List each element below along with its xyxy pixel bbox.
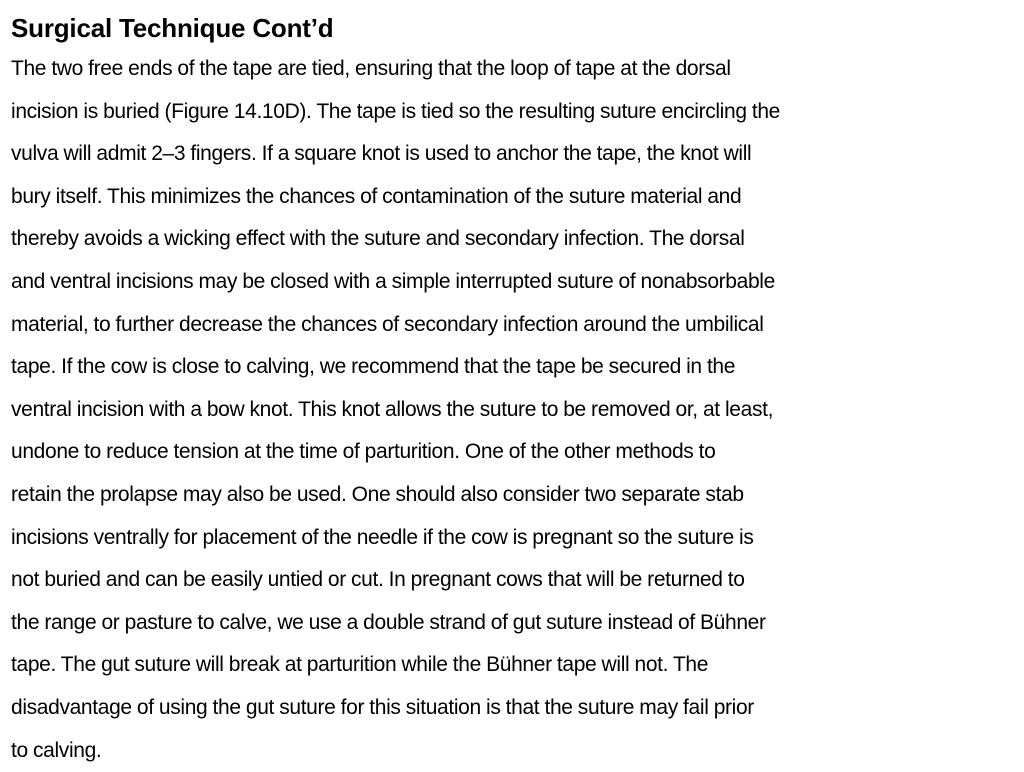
body-line: The two free ends of the tape are tied, ensuring that the loop of tape at the dorsal xyxy=(11,48,1012,91)
body-line: to calving. xyxy=(11,730,1012,772)
body-line: ventral incision with a bow knot. This knot allows the suture to be removed or, at least, xyxy=(11,389,1012,432)
body-line: bury itself. This minimizes the chances of contamination of the suture material and xyxy=(11,176,1012,219)
body-line: tape. The gut suture will break at parturition while the Bühner tape will not. The xyxy=(11,644,1012,687)
body-line: and ventral incisions may be closed with a simple interrupted suture of nonabsorbable xyxy=(11,261,1012,304)
body-line: incisions ventrally for placement of the needle if the cow is pregnant so the suture is xyxy=(11,517,1012,560)
body-line: thereby avoids a wicking effect with the suture and secondary infection. The dorsal xyxy=(11,218,1012,261)
body-line: not buried and can be easily untied or cut. In pregnant cows that will be returned to xyxy=(11,559,1012,602)
body-line: undone to reduce tension at the time of parturition. One of the other methods to xyxy=(11,431,1012,474)
slide-title: Surgical Technique Cont’d xyxy=(11,8,1012,48)
body-line: incision is buried (Figure 14.10D). The tape is tied so the resulting suture encircling the xyxy=(11,91,1012,134)
body-line: vulva will admit 2–3 fingers. If a square knot is used to anchor the tape, the knot will xyxy=(11,133,1012,176)
body-line: tape. If the cow is close to calving, we recommend that the tape be secured in the xyxy=(11,346,1012,389)
body-line: the range or pasture to calve, we use a double strand of gut suture instead of Bühner xyxy=(11,602,1012,645)
body-line: retain the prolapse may also be used. One should also consider two separate stab xyxy=(11,474,1012,517)
body-line: material, to further decrease the chances of secondary infection around the umbilical xyxy=(11,304,1012,347)
slide-body xyxy=(11,48,1012,772)
body-line: disadvantage of using the gut suture for this situation is that the suture may fail prior xyxy=(11,687,1012,730)
